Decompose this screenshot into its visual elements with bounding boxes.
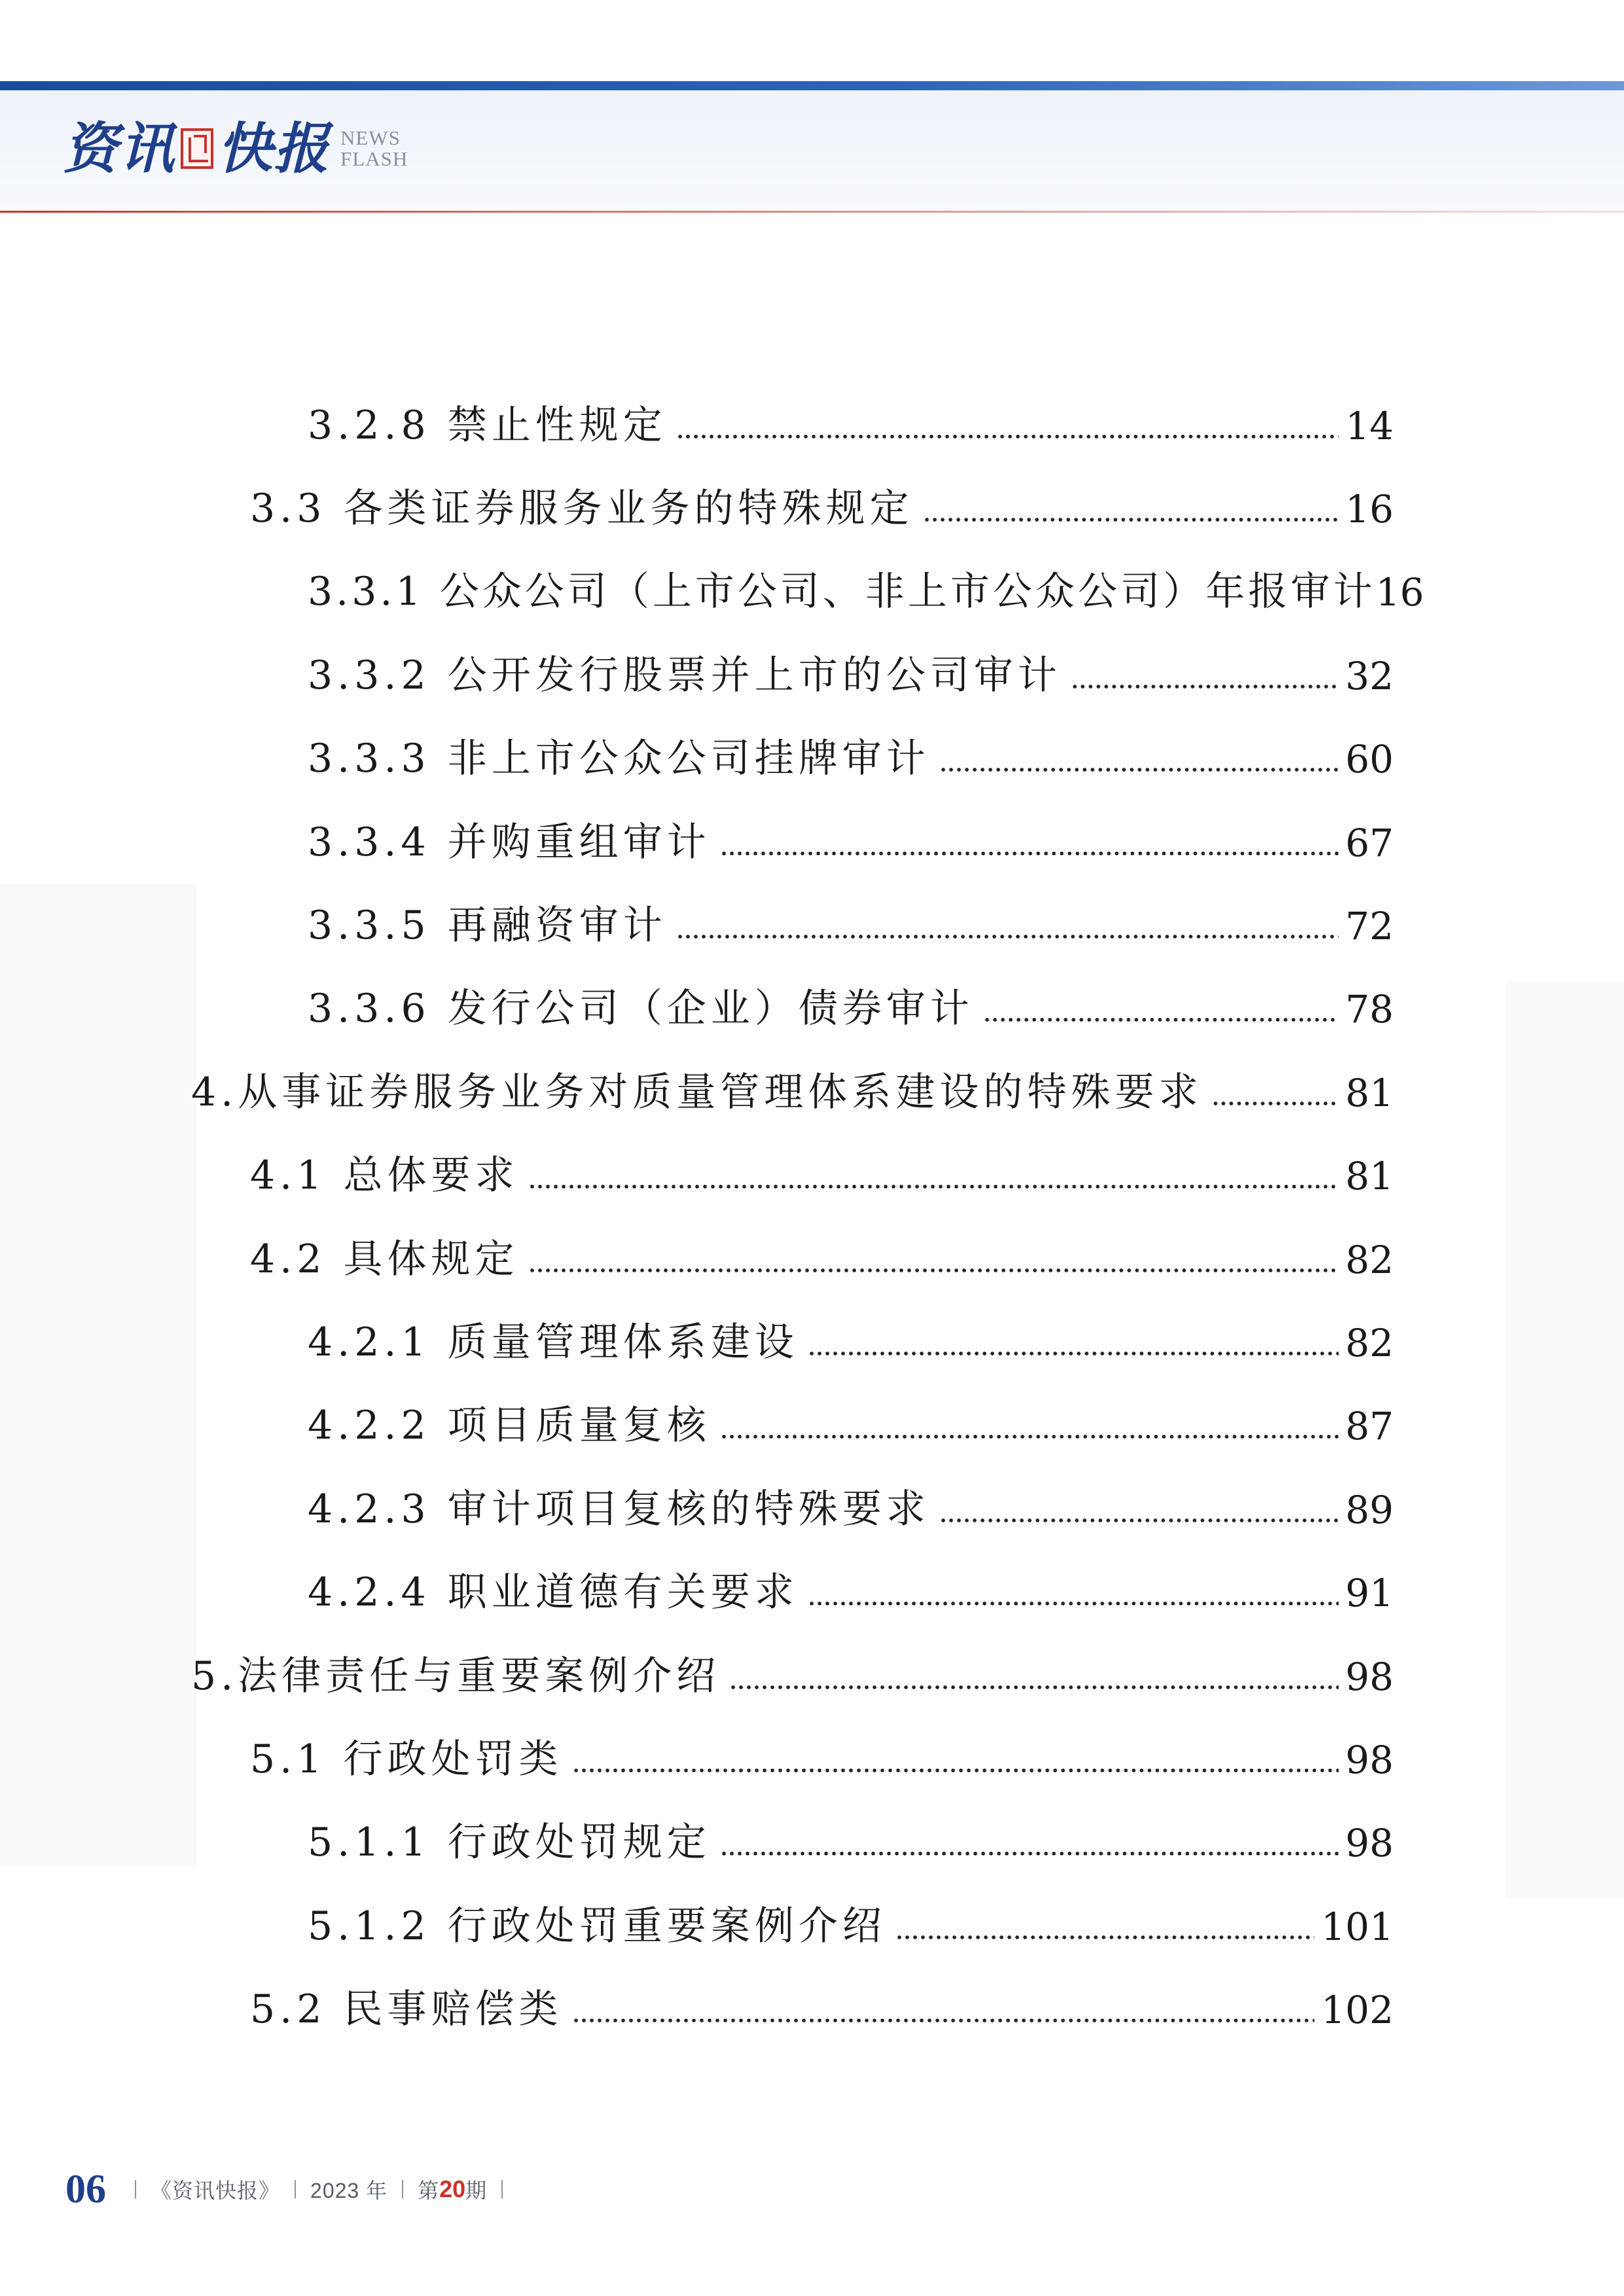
logo-en-line1: NEWS [340,126,401,149]
toc-entry[interactable] [308,803,1394,865]
toc-dot-leader [923,518,1339,522]
toc-entry-label: 4.2.4 职业道德有关要求 [308,1570,799,1615]
footer-issue-number: 20 [439,2176,466,2202]
toc-entry-label: 5.1.2 行政处罚重要案例介绍 [308,1903,886,1949]
toc-entry[interactable] [308,719,1394,781]
toc-entry-page: 32 [1345,654,1394,698]
toc-entry-page: 60 [1345,737,1394,781]
toc-entry-page: 82 [1345,1321,1394,1365]
toc-entry[interactable] [308,969,1394,1031]
toc-entry[interactable] [250,1720,1394,1782]
toc-entry[interactable] [250,1220,1394,1282]
toc-entry-label: 4.从事证券服务业务对质量管理体系建设的特殊要求 [191,1069,1203,1115]
footer-separator [295,2180,296,2198]
footer-issue-prefix: 第 [418,2179,440,2202]
toc-entry-label: 3.3.3 非上市公众公司挂牌审计 [308,736,930,781]
toc-entry-label: 5.法律责任与重要案例介绍 [191,1653,721,1699]
toc-entry[interactable] [308,1470,1394,1532]
toc-entry[interactable] [308,1553,1394,1615]
toc-dot-leader [676,435,1339,439]
toc-entry-page: 89 [1345,1488,1394,1532]
toc-entry-page: 82 [1345,1238,1394,1282]
toc-entry[interactable] [308,1386,1394,1448]
page-footer [65,2160,517,2219]
toc-dot-leader [1071,685,1339,689]
toc-entry-label: 3.3.5 再融资审计 [308,903,667,948]
toc-entry-page: 87 [1345,1404,1394,1448]
toc-entry-page: 67 [1345,821,1394,865]
toc-entry-label: 5.1 行政处罚类 [250,1736,563,1782]
toc-dot-leader [720,1852,1339,1856]
footer-separator [402,2180,403,2198]
toc-dot-leader [572,1768,1339,1772]
toc-entry-page: 16 [1345,487,1394,531]
seal-icon [181,128,213,169]
logo-english [340,128,408,170]
toc-entry-page: 98 [1345,1738,1394,1782]
footer-year: 2023 年 [310,2179,388,2202]
toc-dot-leader [895,1935,1315,1939]
toc-dot-leader [808,1602,1339,1605]
toc-entry[interactable] [308,386,1394,448]
toc-entry-page: 81 [1345,1071,1394,1115]
toc-dot-leader [528,1268,1339,1272]
toc-dot-leader [939,768,1339,772]
toc-entry-page: 91 [1345,1571,1394,1615]
toc-entry[interactable] [308,636,1394,698]
toc-entry-label: 3.3.4 并购重组审计 [308,819,711,865]
logo-text-suffix: 快报 [217,116,331,181]
footer-page-number: 06 [65,2166,106,2212]
toc-entry-label: 4.2 具体规定 [250,1236,519,1282]
toc-entry[interactable] [191,1053,1394,1115]
toc-entry-page: 102 [1321,1988,1394,2032]
toc-dot-leader [983,1018,1339,1022]
toc-entry-label: 4.2.2 项目质量复核 [308,1403,711,1448]
toc-entry[interactable] [308,552,1428,615]
toc-dot-leader [528,1185,1339,1189]
toc-dot-leader [1212,1102,1339,1105]
newsletter-logo [63,113,408,185]
header-rule [0,211,1624,213]
toc-entry-label: 3.3.6 发行公司（企业）债券审计 [308,986,974,1031]
toc-entry-label: 5.1.1 行政处罚规定 [308,1820,711,1865]
toc-entry-label: 4.2.1 质量管理体系建设 [308,1319,799,1365]
toc-entry-label: 4.2.3 审计项目复核的特殊要求 [308,1486,930,1532]
footer-separator [135,2180,136,2198]
footer-publication: 《资讯快报》 [151,2179,281,2202]
toc-dot-leader [939,1518,1339,1522]
toc-entry-page: 81 [1345,1154,1394,1198]
toc-entry-label: 5.2 民事赔偿类 [250,1986,563,2032]
toc-dot-leader [720,852,1339,855]
toc-dot-leader [720,1435,1339,1439]
toc-entry-page: 78 [1345,987,1394,1031]
toc-entry-page: 72 [1345,904,1394,948]
toc-entry-label: 4.1 总体要求 [250,1153,519,1198]
toc-entry-label: 3.3.2 公开发行股票并上市的公司审计 [308,653,1062,698]
toc-entry[interactable] [250,1136,1394,1198]
toc-entry[interactable] [308,1303,1394,1365]
logo-en-line2: FLASH [340,147,408,170]
toc-entry[interactable] [308,886,1394,948]
toc-dot-leader [676,935,1339,939]
toc-entry-page: 101 [1321,1905,1394,1949]
toc-dot-leader [572,2018,1315,2022]
toc-entry[interactable] [191,1637,1394,1699]
toc-entry[interactable] [308,1803,1394,1865]
toc-entry[interactable] [250,469,1394,531]
toc-entry-label: 3.3 各类证券服务业务的特殊规定 [250,486,914,531]
toc-entry-page: 16 [1375,570,1424,615]
toc-entry-label: 3.2.8 禁止性规定 [308,403,667,448]
toc-dot-leader [808,1352,1339,1355]
toc-entry[interactable] [308,1887,1394,1949]
toc-entry-page: 98 [1345,1821,1394,1865]
toc-entry[interactable] [250,1970,1394,2032]
toc-entry-page: 98 [1345,1655,1394,1699]
footer-separator [501,2180,503,2198]
toc-entry-page: 14 [1345,404,1394,448]
footer-issue-suffix: 期 [465,2179,488,2202]
toc-entry-label: 3.3.1 公众公司（上市公司、非上市公众公司）年报审计 [308,569,1376,615]
toc-dot-leader [729,1685,1339,1689]
logo-text-prefix: 资讯 [63,116,176,181]
header-top-bar [0,81,1624,90]
